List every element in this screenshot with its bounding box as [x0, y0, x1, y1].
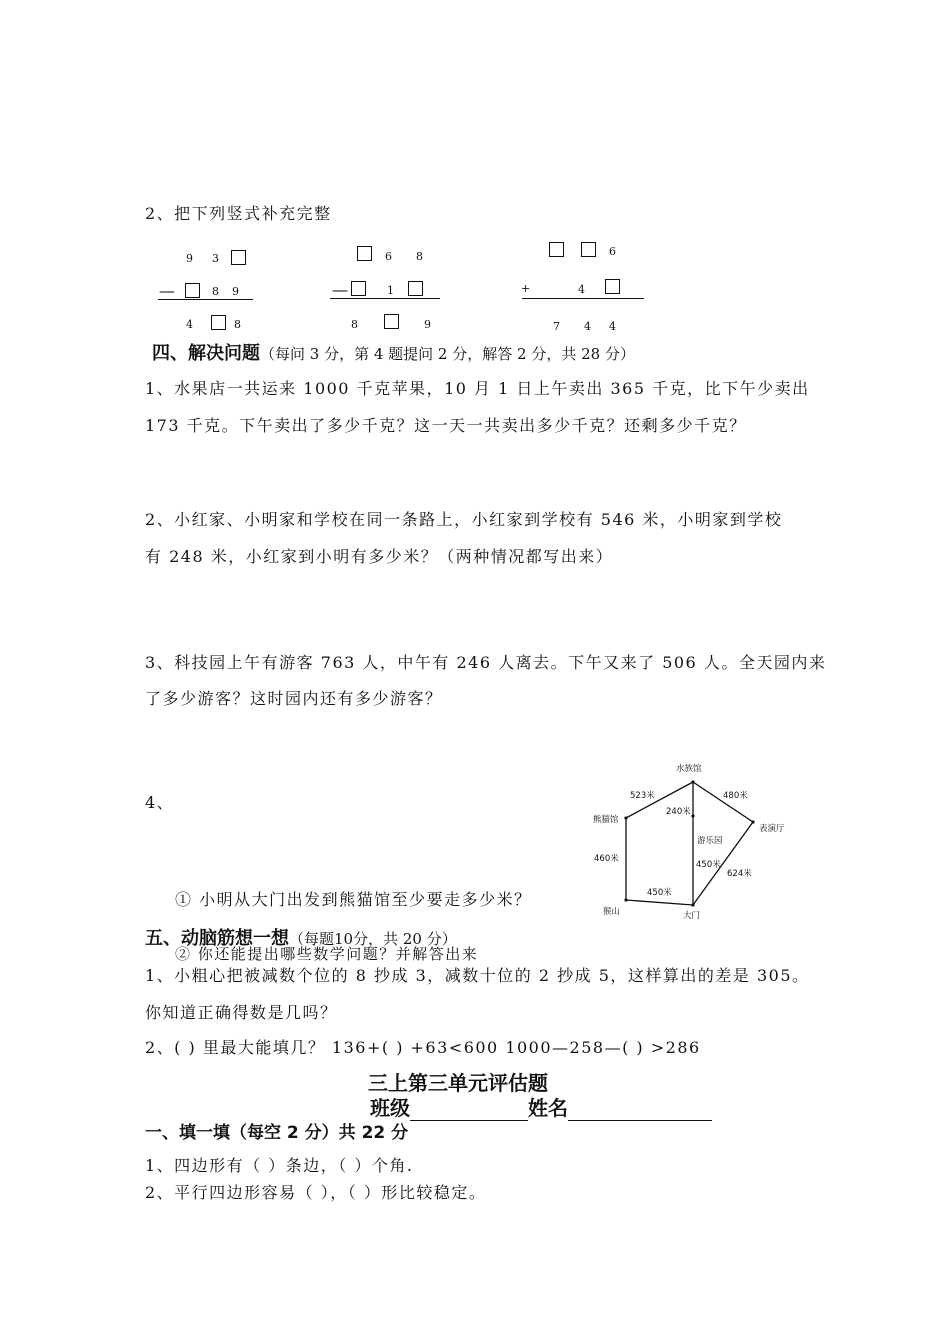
section4-note: （每问 3 分，第 4 题提问 2 分，解答 2 分，共 28 分）	[260, 345, 635, 363]
digit: 4	[186, 318, 193, 331]
digit: 9	[424, 318, 431, 331]
section5-note: （每题10分，共 20 分）	[289, 930, 457, 948]
blank-box[interactable]	[408, 281, 423, 296]
s4-q2-line2: 有 248 米，小红家到小明有多少米？（两种情况都写出来）	[145, 547, 614, 566]
node-playground	[691, 814, 694, 817]
blank-box[interactable]	[357, 246, 372, 261]
dist-theater-gate: 624米	[727, 869, 752, 879]
s4-q3-line1: 3、科技园上午有游客 763 人，中午有 246 人离去。下午又来了 506 人。全天园内来	[145, 653, 827, 672]
digit: 7	[553, 320, 560, 333]
section4-title: 四、解决问题	[152, 343, 260, 364]
digit: 1	[387, 284, 394, 297]
s4-q3-line2: 了多少游客？这时园内还有多少游客？	[145, 689, 443, 708]
digit: 9	[232, 285, 239, 298]
label-aquarium: 水族馆	[676, 764, 702, 774]
unit3-title: 三上第三单元评估题	[368, 1071, 548, 1095]
digit: 6	[385, 250, 392, 263]
path-monkey-gate	[626, 900, 693, 905]
dist-panda-monkey: 460米	[594, 854, 619, 864]
blank-box[interactable]	[549, 242, 564, 257]
label-playground: 游乐园	[697, 836, 723, 846]
s5-q1-line1: 1、小粗心把被减数个位的 8 抄成 3，减数十位的 2 抄成 5，这样算出的差是 305。	[145, 966, 810, 985]
node-gate	[691, 903, 694, 906]
class-field[interactable]	[410, 1100, 528, 1121]
dist-monkey-gate: 450米	[647, 888, 672, 898]
dist-panda-aquarium: 523米	[630, 791, 655, 801]
blank-box[interactable]	[211, 315, 226, 330]
blank-box[interactable]	[351, 281, 366, 296]
node-monkey	[624, 898, 627, 901]
s4-q1-line1: 1、水果店一共运来 1000 千克苹果，10 月 1 日上午卖出 365 千克，比下午少卖出	[145, 379, 810, 398]
sum-line	[158, 299, 253, 300]
dist-aquarium-playground: 240米	[666, 807, 691, 817]
plus-sign: +	[521, 282, 531, 295]
digit: 3	[212, 252, 219, 265]
digit: 8	[351, 318, 358, 331]
blank-box[interactable]	[581, 242, 596, 257]
s4-q1-line2: 173 千克。下午卖出了多少千克？这一天一共卖出多少千克？还剩多少千克？	[145, 416, 747, 435]
digit: 8	[234, 318, 241, 331]
node-theater	[751, 820, 754, 823]
sum-line	[330, 298, 440, 299]
park-map-figure	[585, 755, 800, 930]
unit3-student-info	[370, 1092, 712, 1121]
minus-sign: —	[332, 280, 348, 299]
path-aquarium-theater	[693, 782, 753, 822]
name-field[interactable]	[568, 1100, 712, 1121]
digit: 8	[212, 285, 219, 298]
unit3-s1-title: 一、填一填（每空 2 分）共 22 分	[145, 1123, 409, 1143]
node-panda	[624, 816, 627, 819]
blank-box[interactable]	[605, 279, 620, 294]
section5-title: 五、动脑筋想一想	[145, 928, 289, 949]
s4-q4-label: 4、	[145, 793, 175, 812]
digit: 4	[578, 283, 585, 296]
s4-q4-sub2: ② 你还能提出哪些数学问题？并解答出来	[175, 945, 479, 963]
node-aquarium	[691, 780, 694, 783]
label-gate: 大门	[683, 911, 701, 921]
label-panda: 熊猫馆	[593, 815, 619, 825]
dist-playground-gate: 450米	[696, 860, 721, 870]
blank-box[interactable]	[231, 250, 246, 265]
section4-header	[152, 339, 635, 365]
digit: 9	[186, 252, 193, 265]
s5-q2: 2、( ) 里最大能填几？ 136+( ) +63<600 1000—258—( ) >286	[145, 1038, 701, 1057]
unit3-q1: 1、四边形有（ ）条边，（ ）个角.	[145, 1156, 414, 1175]
dist-aquarium-theater: 480米	[723, 791, 748, 801]
s4-q4-sub1: ① 小明从大门出发到熊猫馆至少要走多少米？	[175, 890, 532, 909]
digit: 4	[584, 320, 591, 333]
blank-box[interactable]	[384, 314, 399, 329]
section3-q2-label: 2、把下列竖式补充完整	[145, 204, 332, 223]
digit: 8	[416, 250, 423, 263]
label-monkey: 猴山	[603, 907, 621, 917]
digit: 6	[609, 245, 616, 258]
blank-box[interactable]	[185, 283, 200, 298]
digit: 4	[609, 320, 616, 333]
sum-line	[522, 298, 644, 299]
minus-sign: —	[159, 281, 175, 300]
label-theater: 表演厅	[759, 824, 785, 834]
s5-q1-line2: 你知道正确得数是几吗？	[145, 1003, 338, 1022]
name-label: 姓名	[528, 1096, 568, 1120]
class-label: 班级	[370, 1096, 410, 1120]
s4-q2-line1: 2、小红家、小明家和学校在同一条路上，小红家到学校有 546 米，小明家到学校	[145, 510, 783, 529]
unit3-q2: 2、平行四边形容易（ ），（ ）形比较稳定。	[145, 1183, 487, 1202]
